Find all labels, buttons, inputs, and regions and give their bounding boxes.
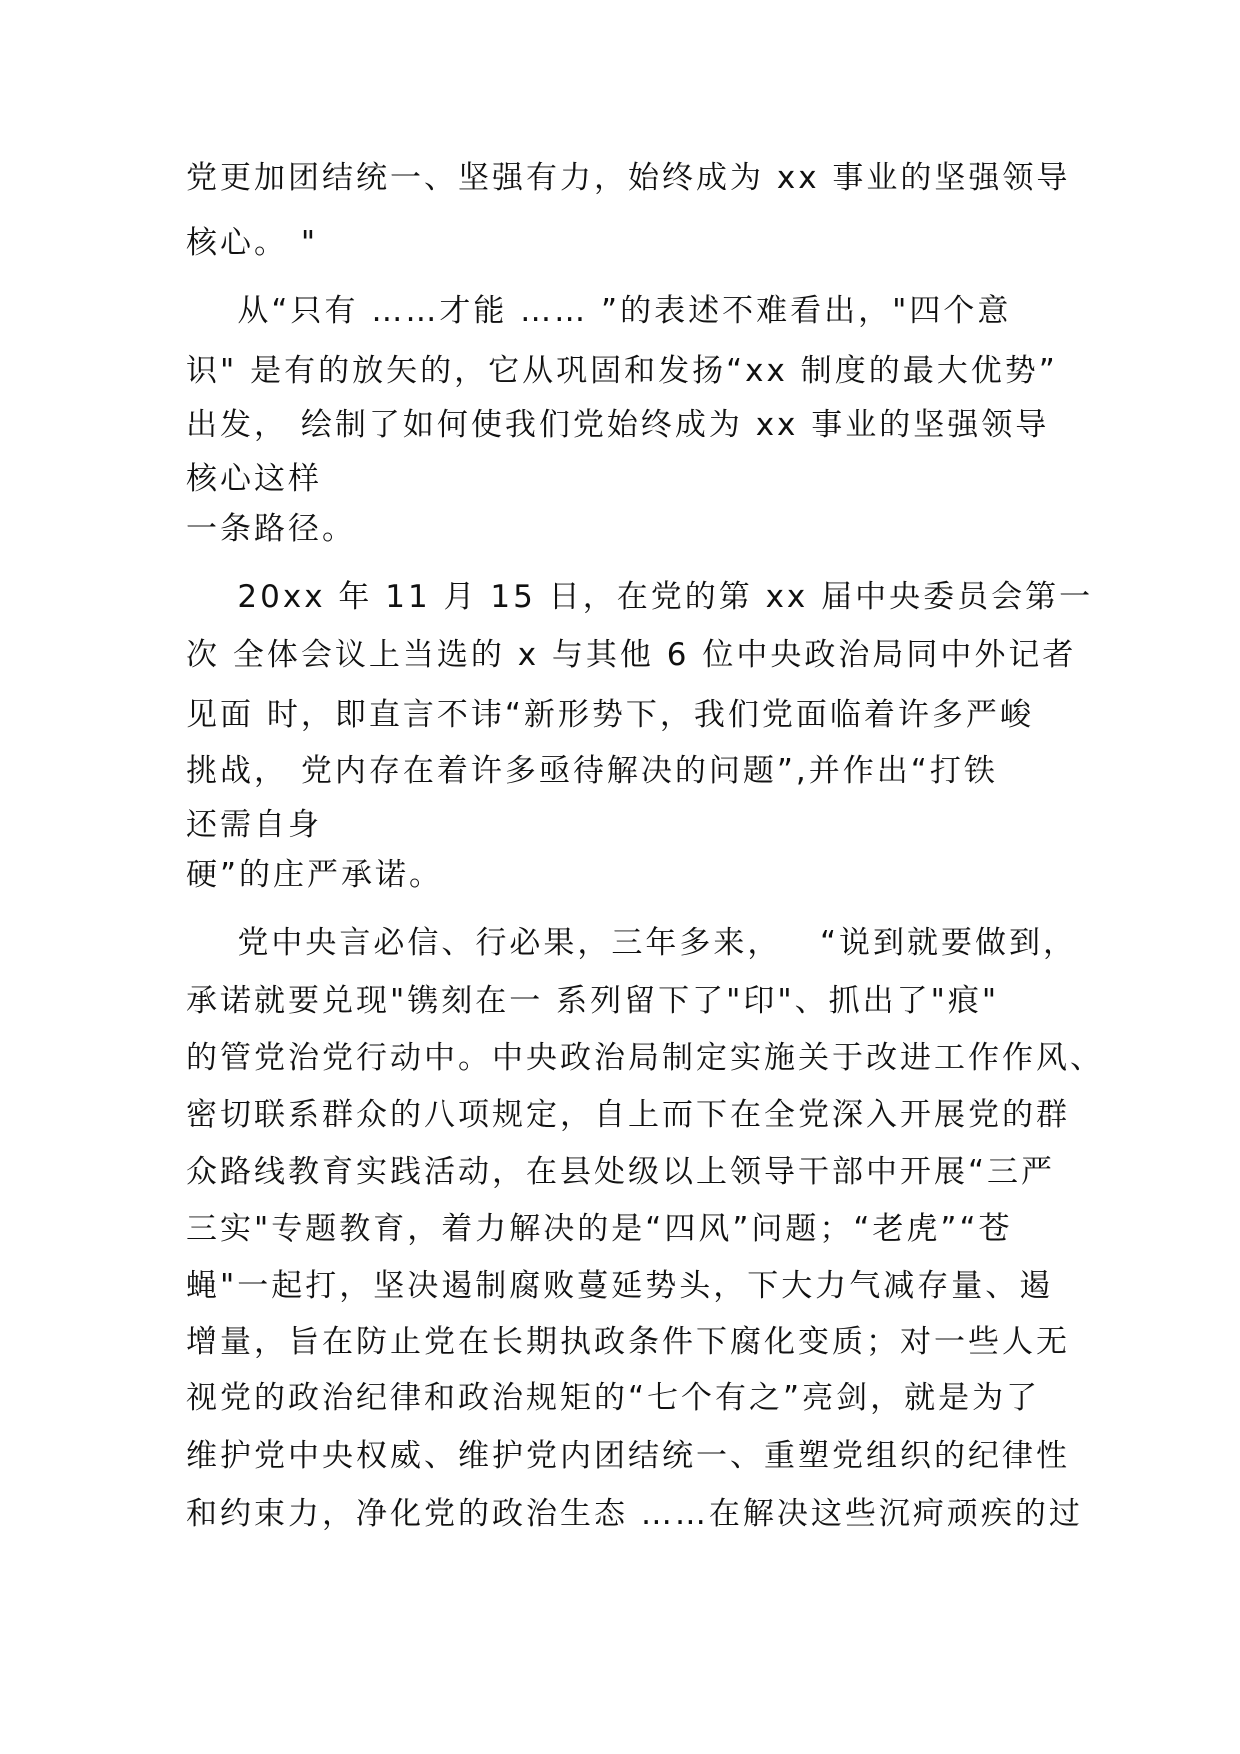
text-line: 挑战， 党内存在着许多亟待解决的问题”,并作出“打铁: [186, 753, 998, 789]
text-line: 党中央言必信、行必果，三年多来， “说到就要做到，: [186, 925, 1078, 961]
text-line: 蝇"一起打，坚决遏制腐败蔓延势头，下大力气减存量、遏: [186, 1268, 1054, 1304]
text-line: 众路线教育实践活动，在县处级以上领导干部中开展“三严: [186, 1154, 1056, 1190]
text-line: 识" 是有的放矢的，它从巩固和发扬“xx 制度的最大优势”: [186, 353, 1058, 389]
text-line: 承诺就要兑现"镌刻在一 系列留下了"印"、抓出了"痕": [186, 983, 1000, 1019]
text-line: 的管党治党行动中。中央政治局制定实施关于改进工作作风、: [186, 1040, 1104, 1076]
text-line: 核心。 ": [186, 225, 319, 261]
text-line: 硬”的庄严承诺。: [186, 857, 444, 893]
text-line: 密切联系群众的八项规定，自上而下在全党深入开展党的群: [186, 1097, 1070, 1133]
text-line: 出发， 绘制了如何使我们党始终成为 xx 事业的坚强领导: [186, 407, 1050, 443]
text-line: 核心这样: [186, 461, 322, 497]
text-line: 20xx 年 11 月 15 日，在党的第 xx 届中央委员会第一: [186, 579, 1094, 615]
text-line: 和约束力，净化党的政治生态 ……在解决这些沉疴顽疾的过: [186, 1496, 1083, 1532]
text-line: 从“只有 ……才能 …… ”的表述不难看出，"四个意: [186, 293, 1012, 329]
text-line: 三实"专题教育，着力解决的是“四风”问题；“老虎”“苍: [186, 1211, 1013, 1247]
text-line: 视党的政治纪律和政治规矩的“七个有之”亮剑，就是为了: [186, 1380, 1041, 1416]
text-line: 还需自身: [186, 807, 322, 843]
text-line: 维护党中央权威、维护党内团结统一、重塑党组织的纪律性: [186, 1438, 1070, 1474]
text-line: 见面 时，即直言不讳“新形势下，我们党面临着许多严峻: [186, 697, 1034, 733]
text-line: 一条路径。: [186, 511, 356, 547]
text-line: 增量，旨在防止党在长期执政条件下腐化变质；对一些人无: [186, 1324, 1070, 1360]
text-line: 次 全体会议上当选的 x 与其他 6 位中央政治局同中外记者: [186, 637, 1077, 673]
text-line: 党更加团结统一、坚强有力，始终成为 xx 事业的坚强领导: [186, 160, 1071, 196]
